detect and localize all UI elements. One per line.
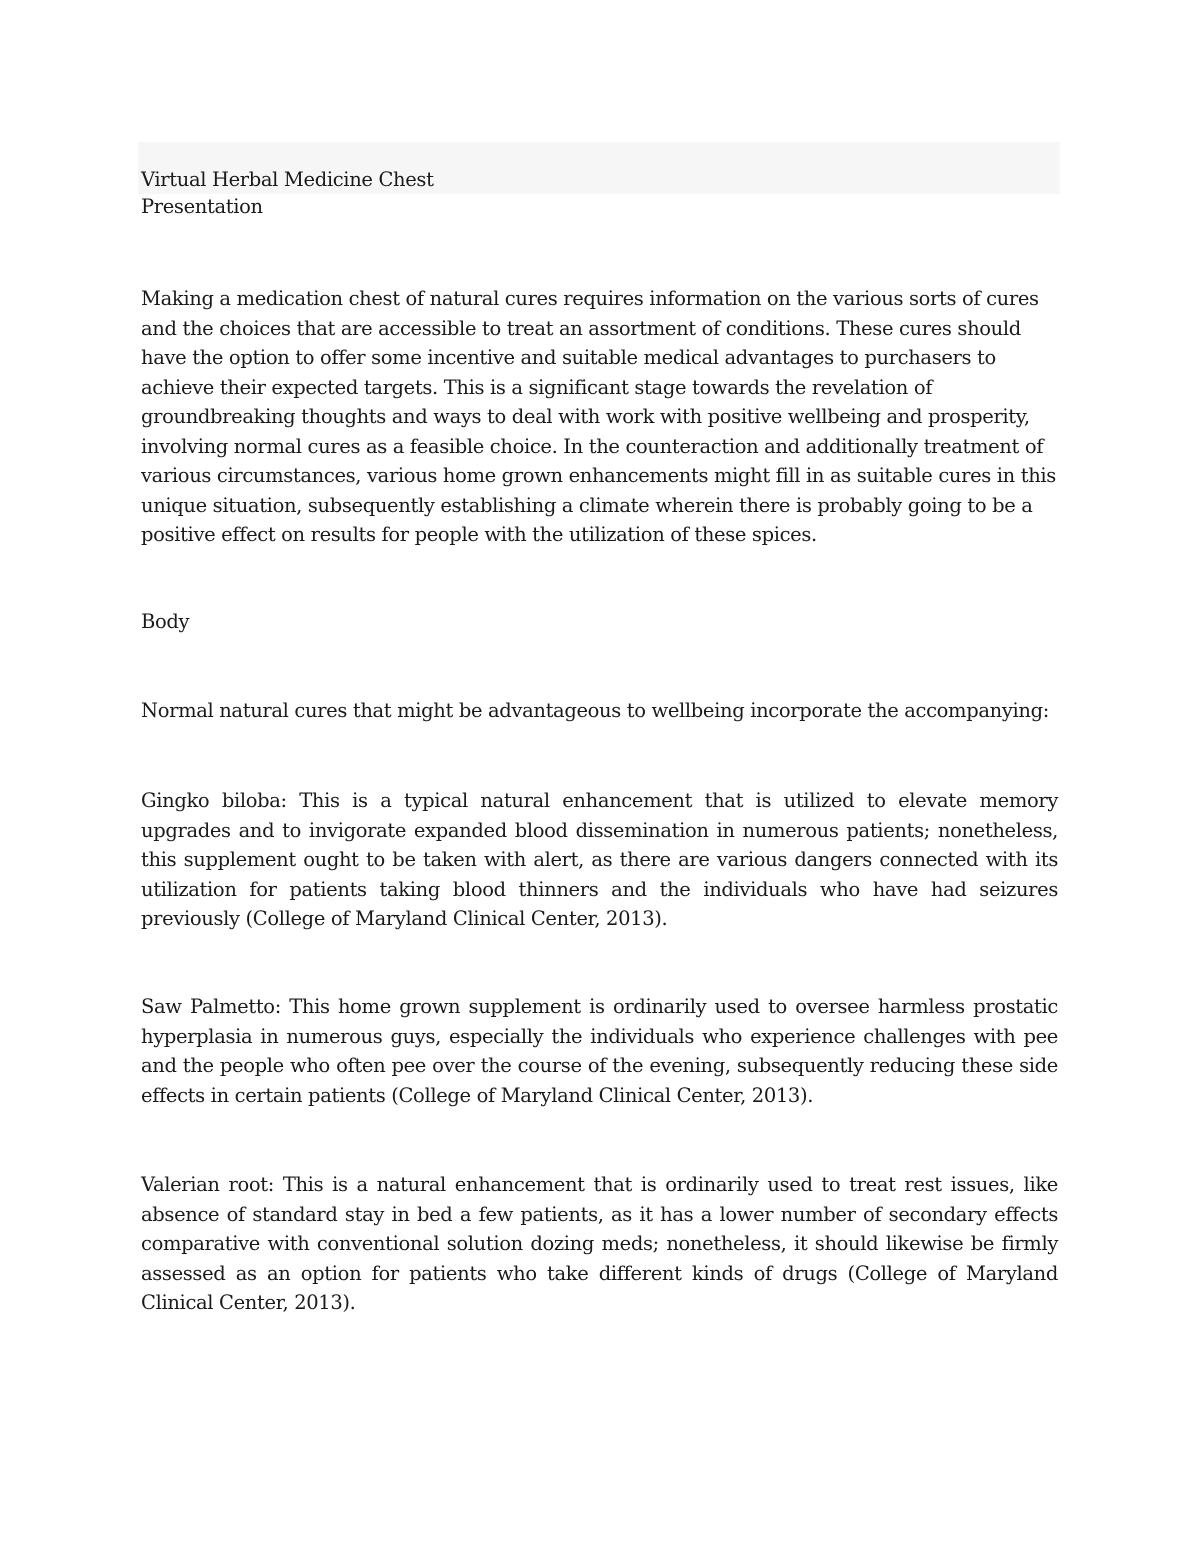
remedy-paragraph-saw-palmetto: Saw Palmetto: This home grown supplement is ordinarily used to oversee harmless prostatic hyperplasia in numerous guys, especially the individuals who experience challenges with pee and the people who often pee over the course of the evening, subsequently reducing these side effects in certain patients (College of Maryland Clinical Center, 2013).	[141, 995, 1058, 1107]
remedy-paragraph-valerian: Valerian root: This is a natural enhancement that is ordinarily used to treat rest issues, like absence of standard stay in bed a few patients, as it has a lower number of secondary effects comparative with conventional solution dozing meds; nonetheless, it should likewise be firmly assessed as an option for patients who take different kinds of drugs (College of Maryland Clinical Center, 2013).	[141, 1173, 1058, 1314]
body-heading: Body	[141, 610, 190, 633]
intro-paragraph: Making a medication chest of natural cures requires information on the various sorts of cures and the choices that are accessible to treat an assortment of conditions. These cures should have the option to offer some incentive and suitable medical advantages to purchasers to achieve their expected targets. This is a significant stage towards the revelation of groundbreaking thoughts and ways to deal with work with positive wellbeing and prosperity, involving normal cures as a feasible choice. In the counteraction and additionally treatment of various circumstances, various home grown enhancements might fill in as suitable cures in this unique situation, subsequently establishing a climate wherein there is probably going to be a positive effect on results for people with the utilization of these spices.	[141, 287, 1056, 546]
title-block	[141, 166, 1058, 220]
lead-in-paragraph: Normal natural cures that might be advantageous to wellbeing incorporate the accompanying:	[141, 699, 1049, 722]
remedy-paragraph-gingko: Gingko biloba: This is a typical natural enhancement that is utilized to elevate memory upgrades and to invigorate expanded blood dissemination in numerous patients; nonetheless, this supplement ought to be taken with alert, as there are various dangers connected with its utilization for patients taking blood thinners and the individuals who have had seizures previously (College of Maryland Clinical Center, 2013).	[141, 789, 1058, 930]
document-title: Virtual Herbal Medicine Chest	[141, 168, 434, 191]
document-subtitle: Presentation	[141, 195, 263, 218]
